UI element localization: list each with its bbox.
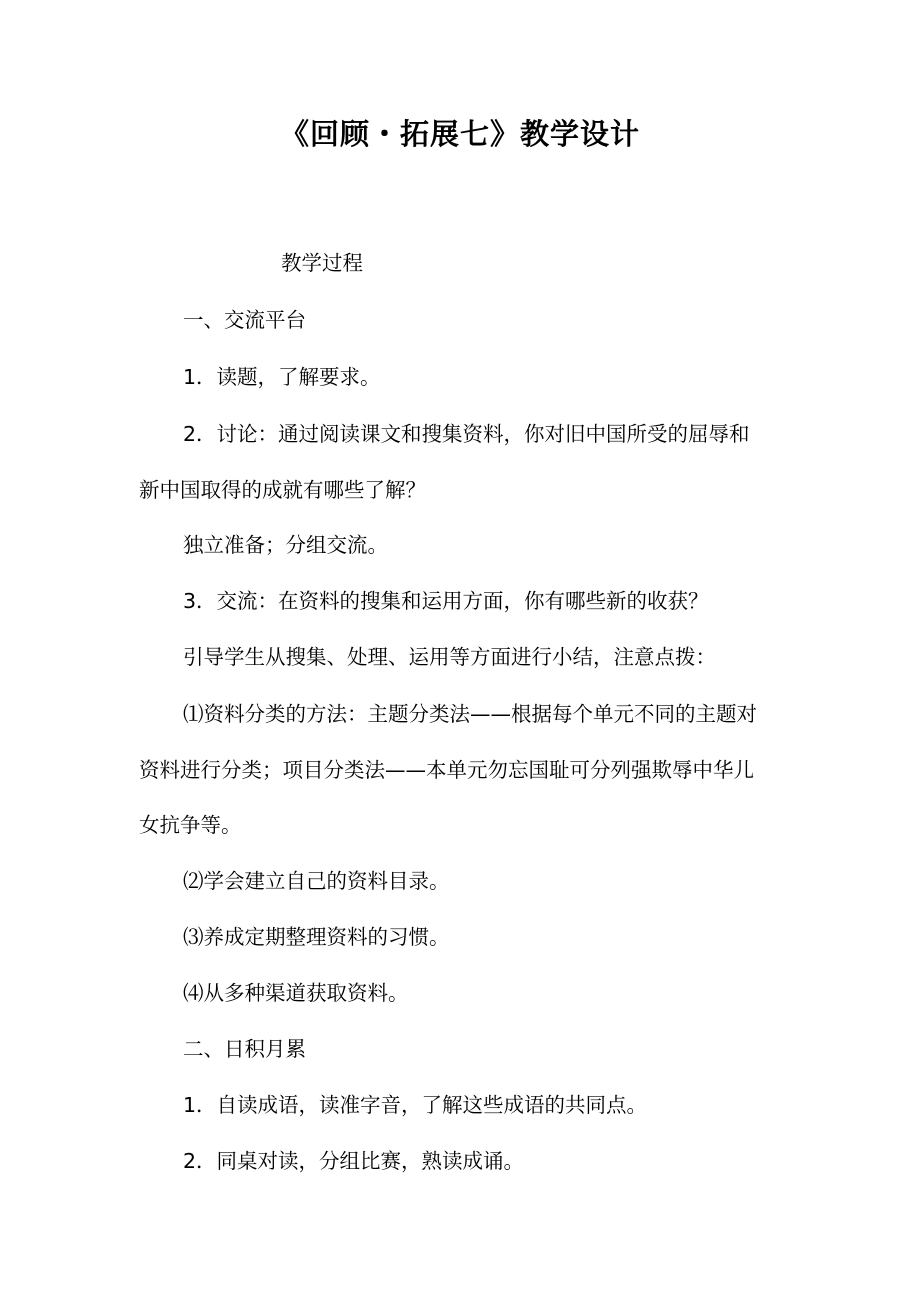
paragraph-line: 引导学生从搜集、处理、运用等方面进行小结，注意点拨： <box>183 645 716 669</box>
paragraph-line: 新中国取得的成就有哪些了解？ <box>139 478 426 502</box>
heading-daily-accumulation: 二、日积月累 <box>183 1037 306 1061</box>
heading-exchange-platform: 一、交流平台 <box>183 308 306 332</box>
paragraph-line: ⑵学会建立自己的资料目录。 <box>183 869 450 893</box>
paragraph-line: 资料进行分类；项目分类法——本单元勿忘国耻可分列强欺辱中华儿 <box>139 758 754 782</box>
paragraph-line: ⑶养成定期整理资料的习惯。 <box>183 925 450 949</box>
paragraph-line: 2．同桌对读，分组比赛，熟读成诵。 <box>183 1149 525 1173</box>
paragraph-line: 3．交流：在资料的搜集和运用方面，你有哪些新的收获？ <box>183 589 709 613</box>
paragraph-line: ⑷从多种渠道获取资料。 <box>183 981 409 1005</box>
paragraph-line: 2．讨论：通过阅读课文和搜集资料，你对旧中国所受的屈辱和 <box>183 422 750 446</box>
section-heading-teaching-process: 教学过程 <box>281 251 363 275</box>
paragraph-line: 1．读题，了解要求。 <box>183 365 381 389</box>
paragraph-line: 女抗争等。 <box>139 813 242 837</box>
paragraph-line: 独立准备；分组交流。 <box>183 533 388 557</box>
paragraph-line: 1．自读成语，读准字音，了解这些成语的共同点。 <box>183 1093 648 1117</box>
document-title: 《回顾・拓展七》教学设计 <box>279 117 640 151</box>
paragraph-line: ⑴资料分类的方法：主题分类法——根据每个单元不同的主题对 <box>183 702 757 726</box>
